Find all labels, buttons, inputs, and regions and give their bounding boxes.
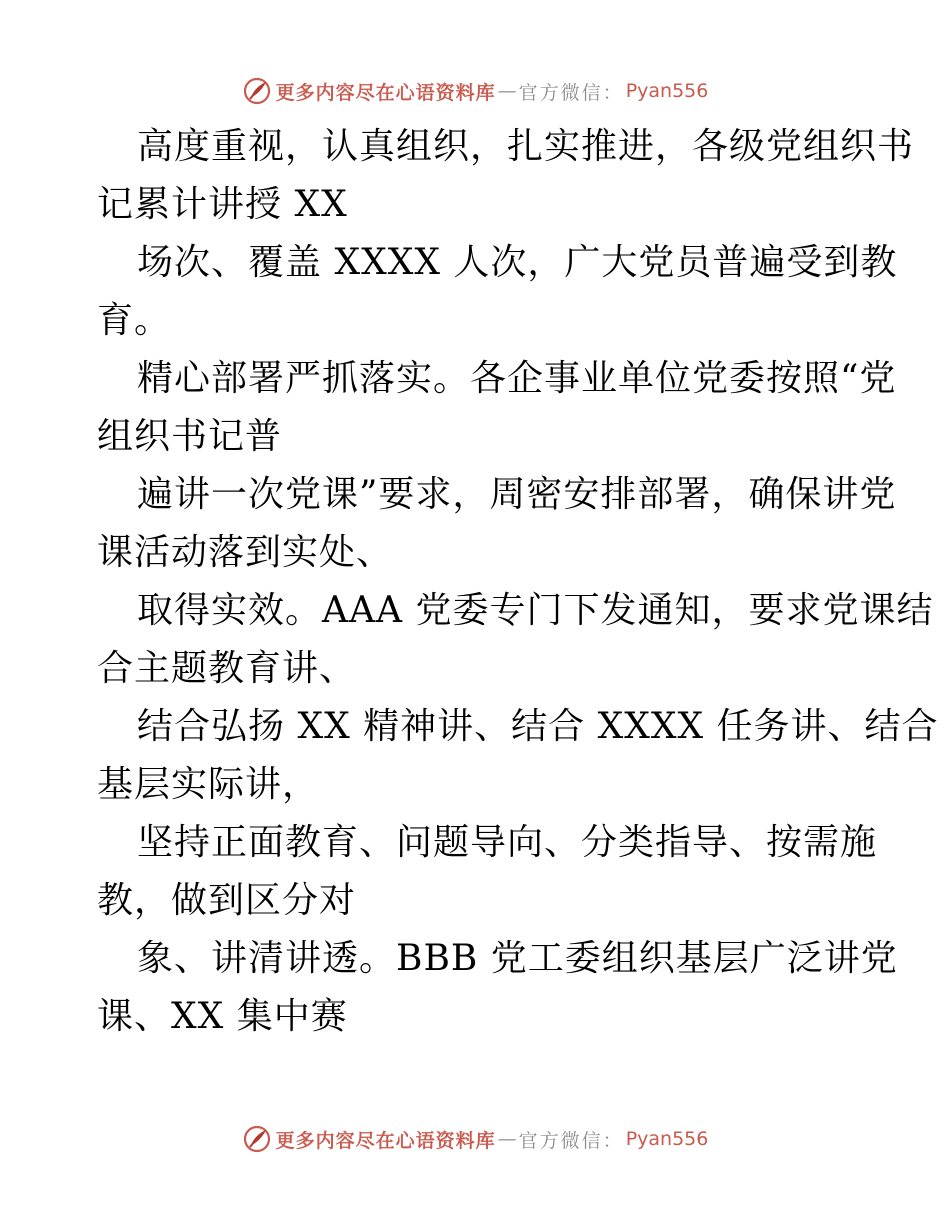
body-line: 基层实际讲， <box>97 764 320 805</box>
body-line: 精心部署严抓落实。各企事业单位党委按照“党 <box>137 358 897 399</box>
body-line: 课、XX 集中赛 <box>97 996 348 1037</box>
body-line: 取得实效。AAA 党委专门下发通知，要求党课结 <box>137 590 934 631</box>
header-wechat-id: Pyan556 <box>625 80 709 102</box>
header-brand-text: 更多内容尽在心语资料库 <box>275 81 496 104</box>
body-line: 育。 <box>97 300 172 341</box>
footer-official-label: 官方微信： <box>518 1129 624 1152</box>
body-line: 遍讲一次党课”要求，周密安排部署，确保讲党 <box>137 474 897 515</box>
footer-dash: — <box>497 1128 517 1150</box>
header-official-label: 官方微信： <box>518 81 624 104</box>
body-line: 象、讲清讲透。BBB 党工委组织基层广泛讲党 <box>137 938 898 979</box>
feather-pen-logo-icon <box>242 1124 272 1154</box>
body-line: 教，做到区分对 <box>97 880 357 921</box>
body-line: 课活动落到实处、 <box>97 532 394 573</box>
body-line: 记累计讲授 XX <box>97 184 348 225</box>
body-line: 结合弘扬 XX 精神讲、结合 XXXX 任务讲、结合 <box>137 706 939 747</box>
footer-wechat-id: Pyan556 <box>625 1128 709 1150</box>
footer-brand-text: 更多内容尽在心语资料库 <box>275 1129 496 1152</box>
body-line: 高度重视，认真组织，扎实推进，各级党组织书 <box>137 126 915 167</box>
feather-pen-logo-icon <box>242 76 272 106</box>
body-line: 场次、覆盖 XXXX 人次，广大党员普遍受到教 <box>137 242 898 283</box>
document-body <box>97 118 939 1046</box>
header-dash: — <box>497 80 517 102</box>
body-line: 合主题教育讲、 <box>97 648 357 689</box>
footer-banner <box>0 1119 950 1159</box>
header-banner <box>0 71 950 111</box>
body-line: 组织书记普 <box>97 416 283 457</box>
body-line: 坚持正面教育、问题导向、分类指导、按需施 <box>137 822 878 863</box>
